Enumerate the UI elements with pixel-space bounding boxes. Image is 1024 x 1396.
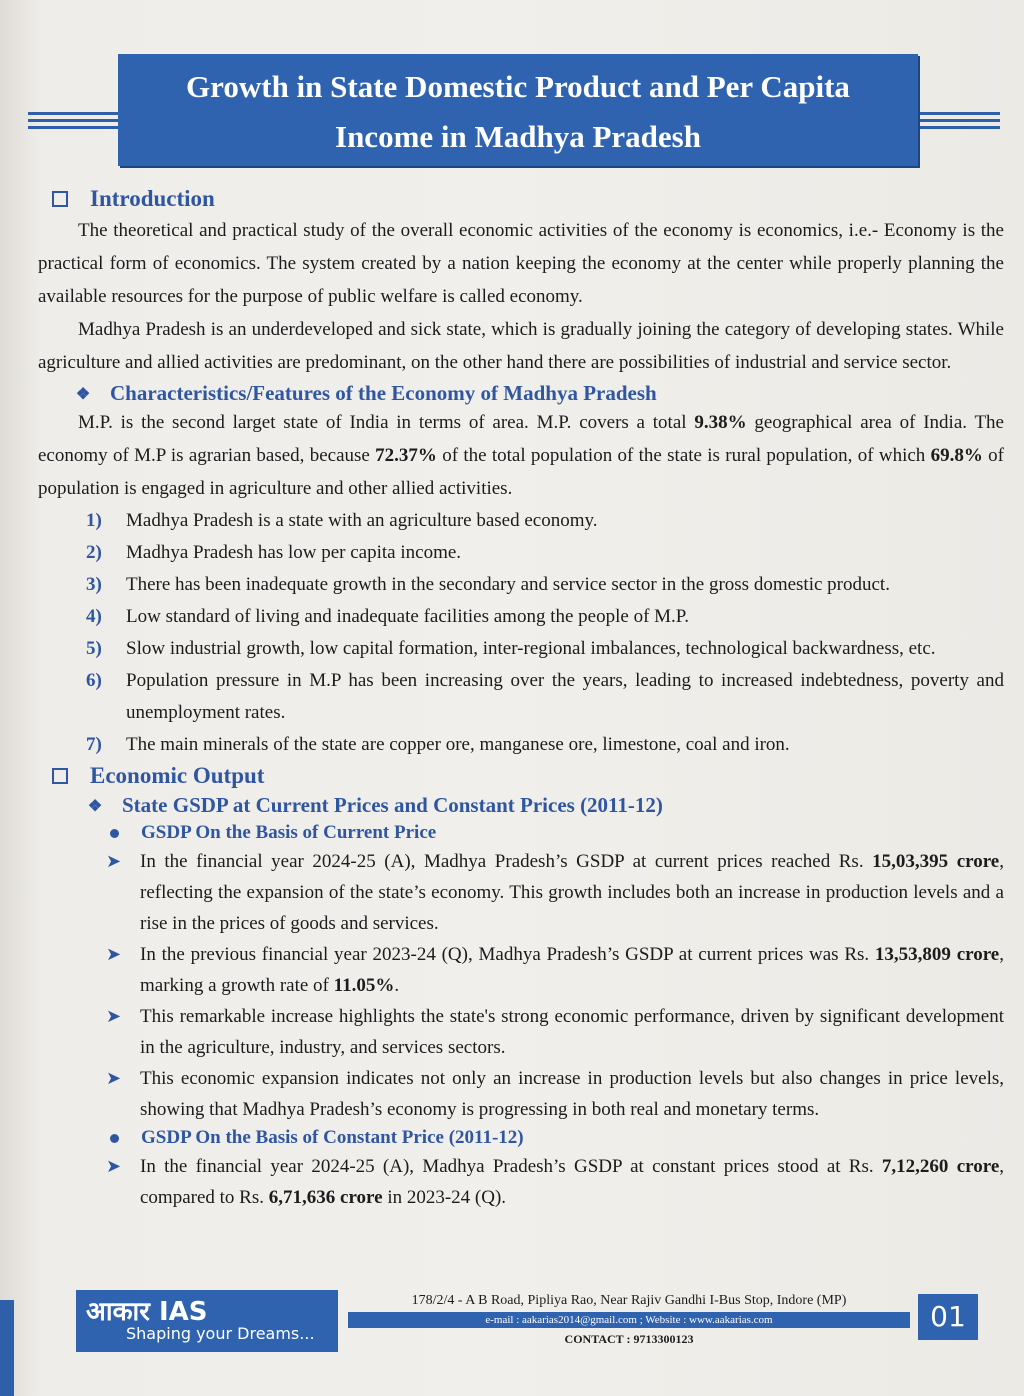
intro-paragraph-2: Madhya Pradesh is an underdeveloped and sick state, which is gradually joining the category of developing states. While agriculture and allied activities are predominant, on the other hand there are possibilities of industrial and service sector. bbox=[38, 319, 1004, 373]
diamond-bullet-icon: ❖ bbox=[87, 797, 103, 815]
gsdp-heading: ❖ State GSDP at Current Prices and Constant Prices (2011-12) bbox=[38, 793, 1004, 818]
arrow-bullet-icon: ➤ bbox=[106, 1006, 122, 1026]
current-price-heading: GSDP On the Basis of Current Price bbox=[38, 822, 1004, 844]
list-item: 2) Madhya Pradesh has low per capita income. bbox=[86, 542, 462, 563]
arrow-bullet-icon: ➤ bbox=[106, 944, 122, 964]
list-item: ➤ This economic expansion indicates not only an increase in production levels but also changes in price levels, showing that Madhya Pradesh’s economy is progressing in both real and monetary terms. bbox=[38, 1063, 1004, 1125]
list-item: 6) Population pressure in M.P has been increasing over the years, leading to increased indebtedness, poverty and unemployment rates. bbox=[86, 670, 1004, 723]
list-item: 5) Slow industrial growth, low capital formation, inter-regional imbalances, technological backwardness, etc. bbox=[86, 638, 936, 659]
brand-tagline: Shaping your Dreams... bbox=[126, 1324, 315, 1343]
brand-logo bbox=[76, 1290, 338, 1352]
page-title-line2: Income in Madhya Pradesh bbox=[335, 119, 701, 154]
arrow-bullet-icon: ➤ bbox=[106, 851, 122, 871]
list-item: 1) Madhya Pradesh is a state with an agriculture based economy. bbox=[86, 510, 598, 531]
page-title-banner bbox=[118, 54, 918, 166]
main-content bbox=[38, 186, 1004, 1213]
binding-edge bbox=[0, 1300, 14, 1396]
arrow-bullet-icon: ➤ bbox=[106, 1156, 122, 1176]
brand-name: आकार IAS bbox=[86, 1297, 208, 1327]
characteristics-list bbox=[38, 505, 1004, 761]
page-number: 01 bbox=[918, 1294, 978, 1340]
economic-output-heading: Economic Output bbox=[38, 763, 1004, 789]
constant-price-list bbox=[38, 1151, 1004, 1213]
dot-bullet-icon bbox=[110, 1134, 119, 1143]
intro-paragraph-1: The theoretical and practical study of the overall economic activities of the economy is economics, i.e.- Economy is the practical form of economics. The system created by a nation keeping the economy at the center while properly planning the available resources for the purpose of public welfare is called economy. bbox=[38, 220, 1004, 307]
footer-email: e-mail : aakarias2014@gmail.com ; Website : www.aakarias.com bbox=[348, 1312, 910, 1328]
list-item: ➤ In the financial year 2024-25 (A), Madhya Pradesh’s GSDP at constant prices stood at Rs. 7,12,260 crore, compared to Rs. 6,71,636 crore in 2023-24 (Q). bbox=[38, 1151, 1004, 1213]
diamond-bullet-icon: ❖ bbox=[75, 385, 91, 403]
square-bullet-icon bbox=[52, 768, 68, 784]
list-item: 3) There has been inadequate growth in the secondary and service sector in the gross domestic product. bbox=[86, 574, 890, 595]
constant-price-heading: GSDP On the Basis of Constant Price (2011-12) bbox=[38, 1127, 1004, 1149]
page-footer bbox=[76, 1290, 980, 1354]
current-price-list bbox=[38, 846, 1004, 1125]
dot-bullet-icon bbox=[110, 829, 119, 838]
page-title-line1: Growth in State Domestic Product and Per Capita bbox=[186, 69, 850, 104]
list-item: ➤ This remarkable increase highlights the state's strong economic performance, driven by significant development in the agriculture, industry, and services sectors. bbox=[38, 1001, 1004, 1063]
intro-heading: Introduction bbox=[38, 186, 1004, 212]
footer-contact: CONTACT : 9713300123 bbox=[564, 1332, 694, 1346]
square-bullet-icon bbox=[52, 191, 68, 207]
characteristics-paragraph: M.P. is the second larget state of India in terms of area. M.P. covers a total 9.38% geographical area of India. The economy of M.P is agrarian based, because 72.37% of the total population of the state is rural population, of which 69.8% of population is engaged in agriculture and other allied activities. bbox=[38, 412, 1004, 499]
characteristics-heading: ❖ Characteristics/Features of the Economy of Madhya Pradesh bbox=[38, 381, 1004, 406]
footer-address: 178/2/4 - A B Road, Pipliya Rao, Near Rajiv Gandhi I-Bus Stop, Indore (MP) bbox=[411, 1293, 847, 1308]
list-item: 7) The main minerals of the state are copper ore, manganese ore, limestone, coal and iron. bbox=[86, 734, 790, 755]
list-item: ➤ In the financial year 2024-25 (A), Madhya Pradesh’s GSDP at current prices reached Rs. 15,03,395 crore, reflecting the expansion of the state’s economy. This growth includes both an increase in production levels and a rise in the prices of goods and services. bbox=[38, 846, 1004, 939]
arrow-bullet-icon: ➤ bbox=[106, 1068, 122, 1088]
list-item: 4) Low standard of living and inadequate facilities among the people of M.P. bbox=[86, 606, 689, 627]
list-item: ➤ In the previous financial year 2023-24 (Q), Madhya Pradesh’s GSDP at current prices was Rs. 13,53,809 crore, marking a growth rate of 11.05%. bbox=[38, 939, 1004, 1001]
